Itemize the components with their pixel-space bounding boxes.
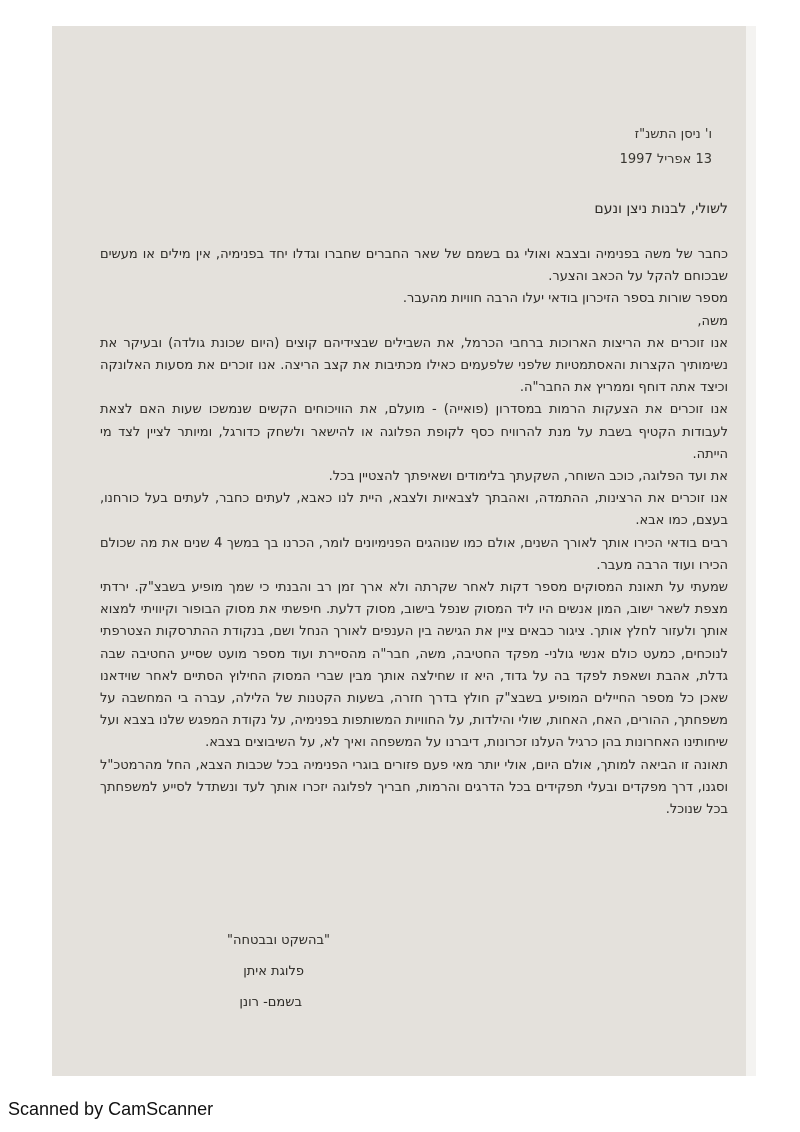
paragraph: תאונה זו הביאה למותך, אולם היום, אולי יותר מאי פעם פזורים בוגרי הפנימיה בכל שכבות הצבא, החל מהרמטכ"ל וסגנו, דרך מפקדים ובעלי תפקידים בכל הדרגים והרמות, חבריך לפלוגה יזכרו אותך לעד ונשתדל לסייע למשפחתך בכל שנוכל. — [100, 757, 728, 818]
paragraph: את ועד הפלוגה, כוכב השוחר, השקעתך בלימודים ושאיפתך להצטיין בכל. — [328, 469, 728, 485]
paragraph: אנו זוכרים את הרצינות, ההתמדה, ואהבתך לצבאיות ולצבא, היית לנו כאבא, לעתים כחבר, לעתים בעל כורחנו, בעצם, כמו אבא. — [100, 491, 728, 529]
gregorian-date: 13 אפריל 1997 — [619, 152, 712, 167]
paragraph: שמעתי על תאונת המסוקים מספר דקות לאחר שקרתה ולא ארך זמן רב והבנתי כי שמך מופיע בשבצ"ק. ירדתי מצפת לשאר ישוב, המון אנשים היו ליד המסוק שנפל בישוב, מסוק דלעת. חיפשתי את מסוק הבופור וקיוויתי למצוא אותך ולעזור לחלץ אותך. ציגור כבאים ציין את הגישה בין הענפים לאורך הנחל ושם, בנקודת ההתרסקות הצטרפתי לנוכחים, כמעט כולם אנשי גולני- מפקד החטיבה, משה, חבר"ה מהסיירת ועוד מספר מועט שסייע החטיבה שבה גדלת, אהבת ושאפת לפקד בה על גדוד, היא זו שחילצה אותך מבין שברי המסוק החילוץ הסתיים לאחר שוידאנו שאכן כל מספר החיילים המופיע בשבצ"ק חולץ בדרך חזרה, בשעות הקטנות של הלילה, עברה בי המחשבה על משפחתך, ההורים, האח, האחות, שולי והילדות, על החוויות המשותפות בפנימיה, על נקודת המפגש שלנו בצבא ועל שיחותינו האחרונות בהן כרגיל העלנו זכרונות, דיברנו על המשפחה ואיך לא, על השיבוצים בצבא. — [100, 580, 728, 751]
letter-salutation: לשולי, לבנות ניצן ונעם — [594, 201, 728, 217]
closing-line: "בהשקט ובבטחה" — [227, 933, 330, 948]
paragraph: משה, — [697, 313, 728, 329]
paragraph: מספר שורות בספר הזיכרון בודאי יעלו הרבה חוויות מהעבר. — [402, 291, 728, 307]
signature-name: פלוגת איתן — [243, 964, 304, 979]
paragraph: אנו זוכרים את הריצות הארוכות ברחבי הכרמל, את השבילים שבצידיהם קוצים (היום שכונת גולדה) ובעיקר את נשימותיך הקצרות והאסתמטיות שלפני שלפעמים כאילו מכתיבות את קצב הריצה. אנו זוכרים את מסעות האלונקה וכיצד אתה דוחף וממריץ את החבר"ה. — [100, 335, 728, 396]
paragraph: כחבר של משה בפנימיה ובצבא ואולי גם בשמם של שאר החברים שחברו וגדלו יחד בפנימיה, אין מילים או מעשים שבכוחם להקל על הכאב והצער. — [100, 247, 728, 285]
paragraph: אנו זוכרים את הצעקות הרמות במסדרון (פואייה) - מועלם, את הוויכוחים הקשים שנמשכו שעות האם לצאת לעבודות הקטיף בשבת על מנת להרוויח כסף לקופת הפלוגה או להישאר ולשחק כדורגל, ומיותר לציין לצד מי הייתה. — [100, 402, 728, 462]
letter-closing — [227, 925, 330, 1018]
page-edge — [746, 26, 756, 1076]
letter-date — [620, 122, 712, 172]
hebrew-date: ו' ניסן התשנ"ז — [634, 127, 712, 142]
paragraph: רבים בודאי הכירו אותך לאורך השנים, אולם כמו שנוהגים הפנימיונים לומר, הכרנו בך במשך 4 שנים את מה שכולם הכירו ועוד הרבה מעבר. — [100, 535, 729, 573]
signature-on-behalf: בשמם- רונן — [239, 995, 302, 1010]
letter-body — [100, 244, 728, 821]
scanner-watermark: Scanned by CamScanner — [8, 1099, 214, 1119]
